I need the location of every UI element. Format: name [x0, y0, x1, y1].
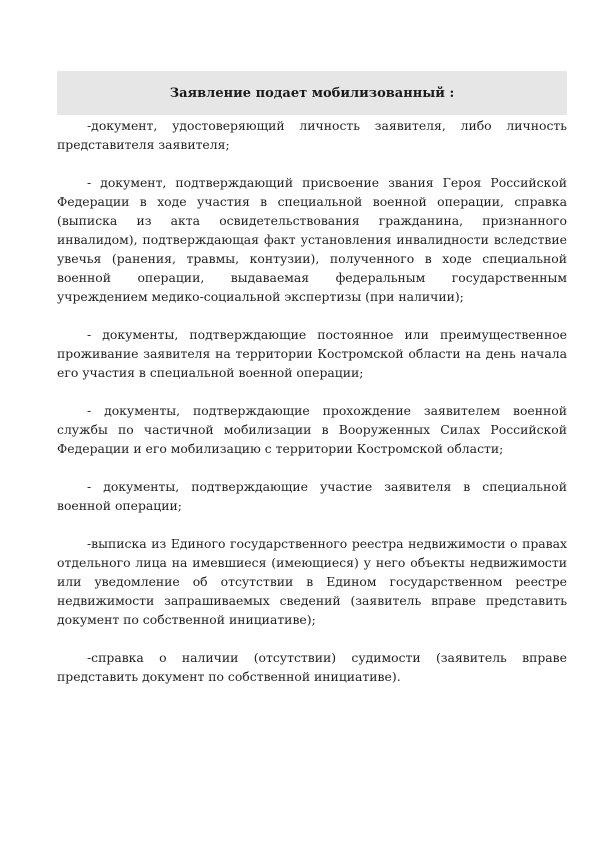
required-documents-list [57, 116, 567, 686]
list-item-criminal-record-certificate: -справка о наличии (отсутствии) судимости (заявитель вправе представить документ по собственной инициативе). [57, 650, 567, 684]
list-item-identity-document: -документ, удостоверяющий личность заявителя, либо личность представителя заявителя; [57, 118, 567, 152]
list-item-real-estate-extract: -выписка из Единого государственного реестра недвижимости о правах отдельного лица на имевшиеся (имеющиеся) у него объекты недвижимости или уведомление об отсутствии в Едином государственном реестре недвижимости запрашиваемых сведений (заявитель вправе представить документ по собственной инициативе); [57, 536, 567, 627]
section-title: Заявление подает мобилизованный : [169, 85, 455, 101]
list-item-residence-document: - документы, подтверждающие постоянное или преимущественное проживание заявителя на территории Костромской области на день начала его участия в специальной военной операции; [57, 327, 567, 380]
list-item-military-service-document: - документы, подтверждающие прохождение заявителем военной службы по частичной мобилизации в Вооруженных Силах Российской Федерации и его мобилизацию с территории Костромской области; [57, 403, 567, 456]
document-page [57, 71, 567, 705]
list-item-hero-or-disability-document: - документ, подтверждающий присвоение звания Героя Российской Федерации в ходе участия в специальной военной операции, справка (выписка из акта освидетельствования гражданина, признанного инвалидом), подтверждающая факт установления инвалидности вследствие увечья (ранения, травмы, контузии), полученного в ходе специальной военной операции, выдаваемая федеральным государственным учреждением медико-социальной экспертизы (при наличии); [57, 175, 567, 304]
section-header [57, 71, 567, 115]
list-item-participation-document: - документы, подтверждающие участие заявителя в специальной военной операции; [57, 479, 567, 513]
